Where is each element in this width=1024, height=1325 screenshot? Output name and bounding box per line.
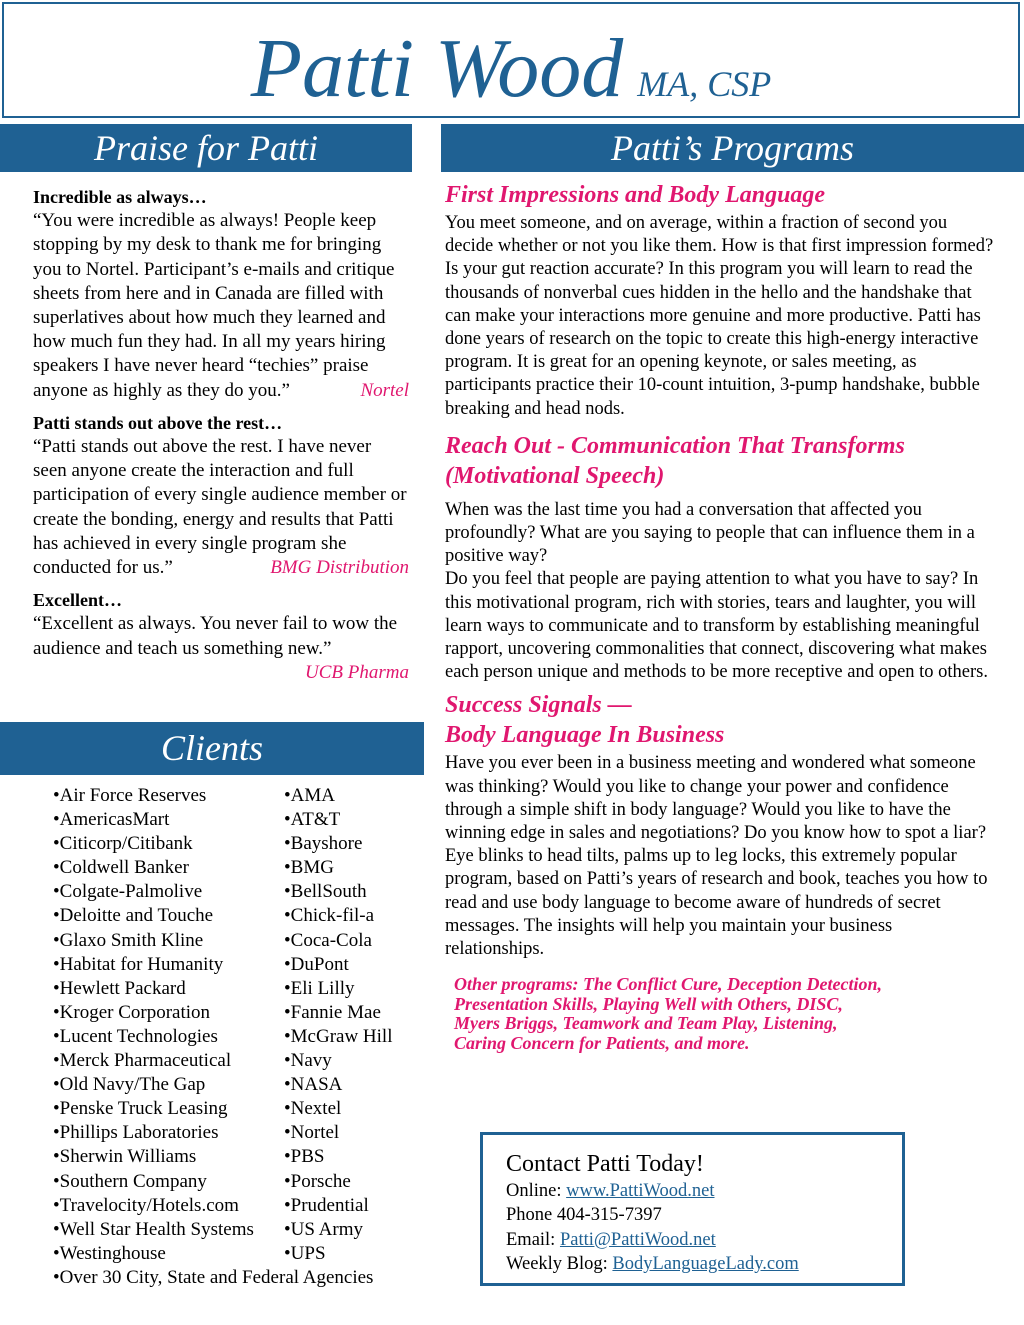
contact-online	[506, 1179, 902, 1203]
client-item: •Hewlett Packard	[53, 977, 186, 999]
client-item: •Well Star Health Systems	[53, 1218, 254, 1240]
quote-text: “You were incredible as always! People keep stopping by my desk to thank me for bringing you to Nortel. Participant’s e-mails and critique sheets from here and in Canada are filled with superlatives about how much they learned and how much fun they had. In all my years hiring speakers I have never heard “techies” praise anyone as highly as they do you.”	[33, 210, 395, 401]
page-title	[4, 20, 1018, 117]
client-item: •Penske Truck Leasing	[53, 1098, 228, 1120]
client-item: •Old Navy/The Gap	[53, 1074, 206, 1096]
contact-blog	[506, 1252, 902, 1276]
client-item: •Citicorp/Citibank	[53, 833, 193, 855]
client-item: •Prudential	[284, 1194, 369, 1216]
client-item: •Merck Pharmaceutical	[53, 1050, 232, 1072]
client-item: •Air Force Reserves	[53, 785, 207, 806]
program-subtitle: (Motivational Speech)	[445, 462, 665, 489]
other-programs-line: Caring Concern for Patients, and more.	[454, 1032, 750, 1053]
program-reach-out	[445, 431, 995, 685]
program-title: Reach Out - Communication That Transforms	[445, 432, 905, 459]
other-programs	[454, 975, 954, 1053]
client-item: •BellSouth	[284, 881, 367, 903]
program-subtitle: Body Language In Business	[445, 722, 725, 749]
clients-heading: Clients	[0, 722, 424, 775]
client-item: •Deloitte and Touche	[53, 905, 214, 927]
client-item: •DuPont	[284, 953, 349, 975]
website-link[interactable]: www.PattiWood.net	[566, 1181, 715, 1201]
program-body: Do you feel that people are paying attention to what you have to say? In this motivational program, rich with stories, tears and laughter, you will learn ways to communicate and to transform by establishing meaningful rapport, uncovering commonalities that connect, discovering what makes each person unique and methods to be more receptive and open to others.	[445, 569, 989, 683]
client-item: •Navy	[284, 1050, 332, 1072]
quote-text: “Excellent as always. You never fail to wow the audience and teach us something new.”	[33, 613, 398, 659]
header-box	[2, 2, 1020, 118]
credentials: MA, CSP	[637, 64, 772, 104]
client-item: •UPS	[284, 1242, 326, 1264]
clients-column-1	[53, 784, 254, 1266]
client-item: •Habitat for Humanity	[53, 953, 224, 975]
quote-text: “Patti stands out above the rest. I have never seen anyone create the interaction and full participation of every single audience member or create the bonding, energy and results that Patti has achieved in every single program she conducted for us.”	[33, 436, 407, 579]
contact-email	[506, 1228, 902, 1252]
clients-column-2	[284, 784, 393, 1266]
client-item: •Phillips Laboratories	[53, 1122, 219, 1144]
blog-link[interactable]: BodyLanguageLady.com	[612, 1253, 799, 1274]
client-item: •Nortel	[284, 1122, 340, 1144]
client-item: •Coldwell Banker	[53, 857, 189, 879]
quote-heading: Patti stands out above the rest…	[33, 412, 283, 433]
quote-heading: Incredible as always…	[33, 187, 207, 207]
contact-title: Contact Patti Today!	[506, 1151, 704, 1177]
client-item: •Coca-Cola	[284, 929, 372, 951]
client-item: •AMA	[284, 785, 335, 806]
praise-heading: Praise for Patti	[0, 124, 412, 172]
client-item: •Glaxo Smith Kline	[53, 929, 204, 951]
client-item: •Porsche	[284, 1170, 351, 1192]
quote-source: UCB Pharma	[305, 661, 409, 683]
quote-source: BMG Distribution	[270, 557, 409, 579]
email-label: Email:	[506, 1229, 560, 1250]
client-item: •Chick-fil-a	[284, 905, 375, 927]
quote-ucb	[33, 588, 409, 685]
client-item: •Kroger Corporation	[53, 1001, 211, 1023]
quote-bmg	[33, 411, 409, 580]
client-item: •US Army	[284, 1218, 363, 1240]
program-body: When was the last time you had a conversation that affected you profoundly? What are you saying to people that can influence them in a positive way?	[445, 499, 975, 567]
quote-heading: Excellent…	[33, 590, 122, 611]
client-item: •Eli Lilly	[284, 977, 355, 999]
blog-label: Weekly Blog:	[506, 1253, 613, 1274]
quote-source: Nortel	[360, 379, 409, 401]
program-success-signals	[445, 690, 995, 961]
other-programs-line: Myers Briggs, Teamwork and Team Play, Listening,	[454, 1013, 838, 1034]
client-item: •Travelocity/Hotels.com	[53, 1194, 239, 1216]
client-item: •Nextel	[284, 1098, 342, 1120]
other-programs-line: Presentation Skills, Playing Well with Others, DISC,	[454, 993, 843, 1014]
program-first-impressions	[445, 180, 995, 421]
client-item: •Southern Company	[53, 1170, 207, 1192]
other-programs-line: Other programs: The Conflict Cure, Deception Detection,	[454, 974, 882, 995]
client-item: •Colgate-Palmolive	[53, 881, 203, 903]
client-item: •AmericasMart	[53, 809, 170, 831]
programs-heading: Patti’s Programs	[441, 124, 1024, 172]
client-item: •NASA	[284, 1074, 343, 1096]
email-link[interactable]: Patti@PattiWood.net	[559, 1229, 716, 1250]
client-item: •McGraw Hill	[284, 1025, 393, 1047]
contact-box	[480, 1132, 905, 1286]
client-item: •Sherwin Williams	[53, 1146, 197, 1168]
clients-final-item: •Over 30 City, State and Federal Agencies	[53, 1267, 374, 1288]
client-item: •BMG	[284, 857, 334, 879]
client-item: •Bayshore	[284, 833, 363, 855]
name-title: Patti Wood	[250, 22, 624, 115]
client-item: •Lucent Technologies	[53, 1025, 218, 1047]
client-item: •PBS	[284, 1146, 325, 1168]
program-title: Success Signals —	[445, 692, 632, 719]
program-body: Have you ever been in a business meeting and wondered what someone was thinking? Would you like to change your power and confidence through a simple shift in body language? Would you like to have the winning edge in sales and negotiations? Do you know how to spot a liar? Eye blinks to head tilts, palms up to leg locks, this extremely popular program, based on Patti’s years of research and book, teaches you how to read and use body language to become aware of hundreds of secret messages. The insights will help you maintain your business relationships.	[445, 753, 988, 960]
contact-phone: Phone 404-315-7397	[506, 1205, 662, 1226]
quote-nortel	[33, 185, 409, 403]
client-item: •AT&T	[284, 809, 341, 831]
programs-column	[445, 180, 995, 1053]
client-item: •Fannie Mae	[284, 1001, 381, 1023]
program-title: First Impressions and Body Language	[445, 182, 826, 208]
praise-column	[33, 185, 409, 693]
client-item: •Westinghouse	[53, 1242, 166, 1264]
online-label: Online:	[506, 1181, 567, 1201]
program-body: You meet someone, and on average, within a fraction of second you decide whether or not you like them. How is that first impression formed? Is your gut reaction accurate? In this program you will learn to read the thousands of nonverbal cues hidden in the hello and the handshake that can make your interactions more genuine and more productive. Patti has done years of research on the topic to create this high-energy interactive program. It is great for an opening keynote, or sales meeting, as participants practice their 10-count intuition, 3-pump handshake, bubble breaking and head nods.	[445, 213, 994, 419]
